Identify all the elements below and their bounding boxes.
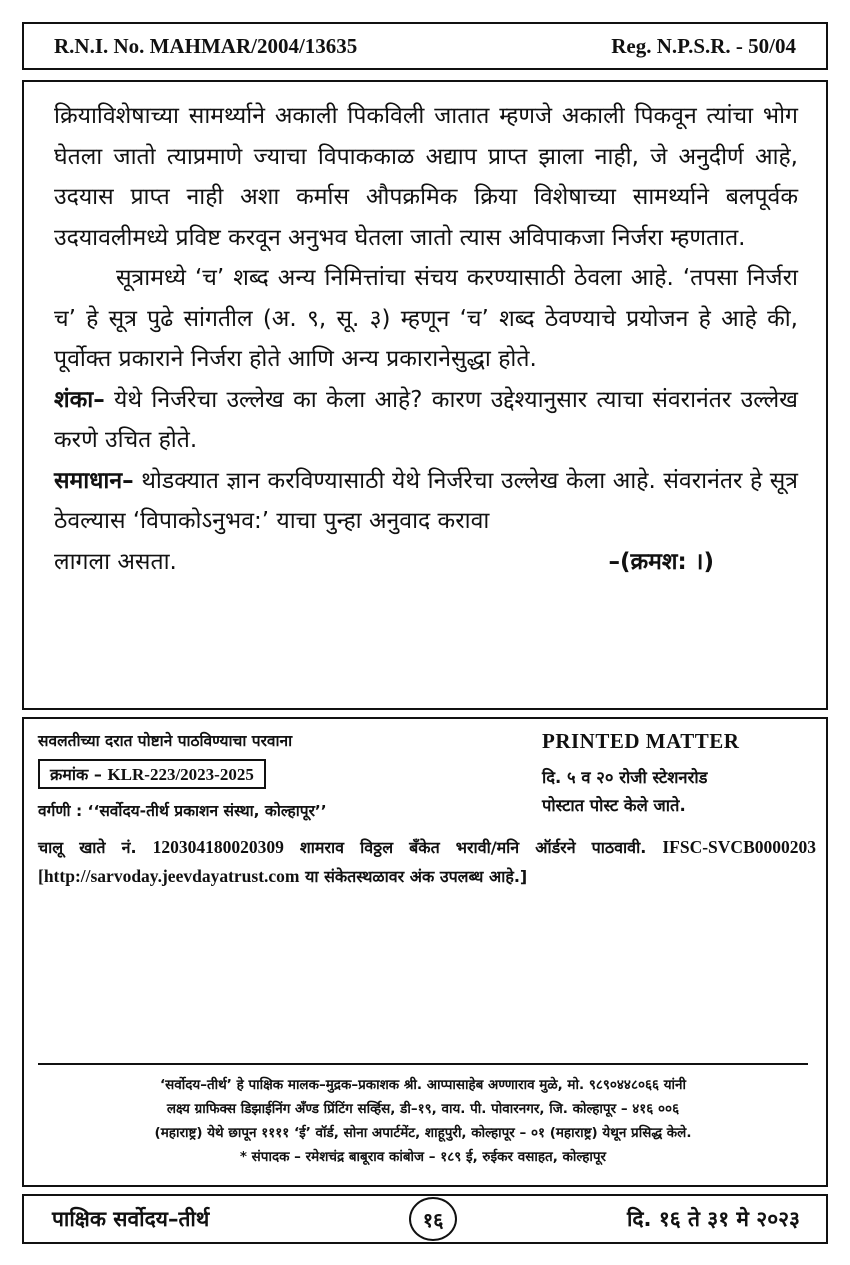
post-line-2: पोस्टात पोस्ट केले जाते. [542, 796, 686, 815]
account-number: 120304180020309 [152, 837, 284, 857]
publication-title: पाक्षिक सर्वोदय–तीर्थ [52, 1207, 210, 1231]
post-line-1: दि. ५ व २० रोजी स्टेशनरोड [542, 768, 708, 787]
article-paragraph: सूत्रामध्ये ‘च’ शब्द अन्य निमित्तांचा संचय करण्यासाठी ठेवला आहे. ‘तपसा निर्जरा च’ हे सूत्र पुढे सांगतील (अ. ९, सू. ३) म्हणून ‘च’ शब्द ठेवण्याचे प्रयोजन हे आहे की, पूर्वोक्त प्रकाराने निर्जरा होते आणि अन्य प्रकारानेसुद्धा होते. [54, 265, 798, 372]
answer-tail-row [54, 542, 798, 583]
imprint-line: लक्ष्य ग्राफिक्स डिझाईनिंग अँण्ड प्रिंटिंग सर्व्हिस, डी–१९, वाय. पी. पोवारनगर, जि. कोल्हापूर – ४१६ ००६ [166, 1101, 680, 1117]
account-info [38, 833, 816, 891]
imprint-line: (महाराष्ट्र) येथे छापून ११११ ‘ई’ वॉर्ड, सोना अपार्टमेंट, शाहूपुरी, कोल्हापूर – ०१ (महाराष्ट्र) येथून प्रसिद्ध केले. [154, 1125, 692, 1141]
postal-license: सवलतीच्या दरात पोष्टाने पाठविण्याचा परवाना [38, 732, 293, 750]
reg-number: Reg. N.P.S.R. - 50/04 [611, 33, 796, 58]
imprint-line: ‘सर्वोदय–तीर्थ’ हे पाक्षिक मालक–मुद्रक–प्रकाशक श्री. आप्पासाहेब अण्णाराव मुळे, मो. ९८९०४४८०६६ यांनी [159, 1077, 687, 1093]
imprint [38, 1063, 808, 1169]
rni-number: R.N.I. No. MAHMAR/2004/13635 [54, 33, 358, 58]
answer-text: थोडक्यात ज्ञान करविण्यासाठी येथे निर्जरेचा उल्लेख केला आहे. संवरानंतर हे सूत्र ठेवल्यास ‘विपाकोऽनुभव:’ याचा पुन्हा अनुवाद करावा [54, 467, 798, 534]
footer-bar [22, 1194, 828, 1244]
article-paragraph: क्रियाविशेषाच्या सामर्थ्याने अकाली पिकविली जातात म्हणजे अकाली पिकवून त्यांचा भोग घेतला जातो त्याप्रमाणे ज्याचा विपाककाळ अद्याप प्राप्त झाला नाही, जे अनुदीर्ण आहे, उदयास प्राप्त नाही अशा कर्मास औपक्रमिक क्रिया विशेषाच्या सामर्थ्याने बलपूर्वक उदयावलीमध्ये प्रविष्ट करवून अनुभव घेतला जातो त्यास अविपाकजा निर्जरा म्हणतात. [54, 103, 798, 251]
postal-top-row [38, 729, 816, 821]
account-text: चालू खाते नं. [38, 838, 153, 857]
question-paragraph [54, 380, 798, 461]
question-label: शंका– [54, 386, 105, 413]
issue-date: दि. १६ ते ३१ मे २०२३ [626, 1207, 800, 1231]
krama-label: क्रमांक – [50, 765, 102, 784]
question-text: येथे निर्जरेचा उल्लेख का केला आहे? कारण उद्देश्यानुसार त्याचा संवरानंतर उल्लेख करणे उचित होते. [54, 386, 798, 453]
answer-label: समाधान– [54, 467, 134, 494]
postal-left [38, 729, 327, 821]
account-text: या संकेतस्थळावर अंक उपलब्ध आहे.] [299, 867, 528, 886]
krama-number: KLR-223/2023-2025 [107, 765, 254, 784]
postal-box [22, 717, 828, 1187]
answer-paragraph [54, 461, 798, 542]
account-text: शामराव विठ्ठल बँकेत भरावी/मनि ऑर्डरने पाठवावी. [283, 838, 663, 857]
imprint-line: * संपादक – रमेशचंद्र बाबूराव कांबोज – १८९ ई, रुईकर वसाहत, कोल्हापूर [239, 1149, 607, 1165]
page-number: १६ [409, 1197, 457, 1241]
continued-note: –(क्रमश: ।) [608, 548, 714, 575]
printed-matter: PRINTED MATTER [542, 729, 740, 753]
ifsc-url: IFSC-SVCB0000203 [http://sarvoday.jeevdayatrust.com [38, 837, 816, 886]
krama-box [38, 759, 266, 789]
masthead-bar [22, 22, 828, 70]
article-box [22, 80, 828, 710]
postal-right [542, 729, 816, 821]
vargani-line: वर्गणी : ‘‘सर्वोदय-तीर्थ प्रकाशन संस्था, कोल्हापूर’’ [38, 802, 327, 820]
answer-tail: लागला असता. [54, 548, 177, 575]
